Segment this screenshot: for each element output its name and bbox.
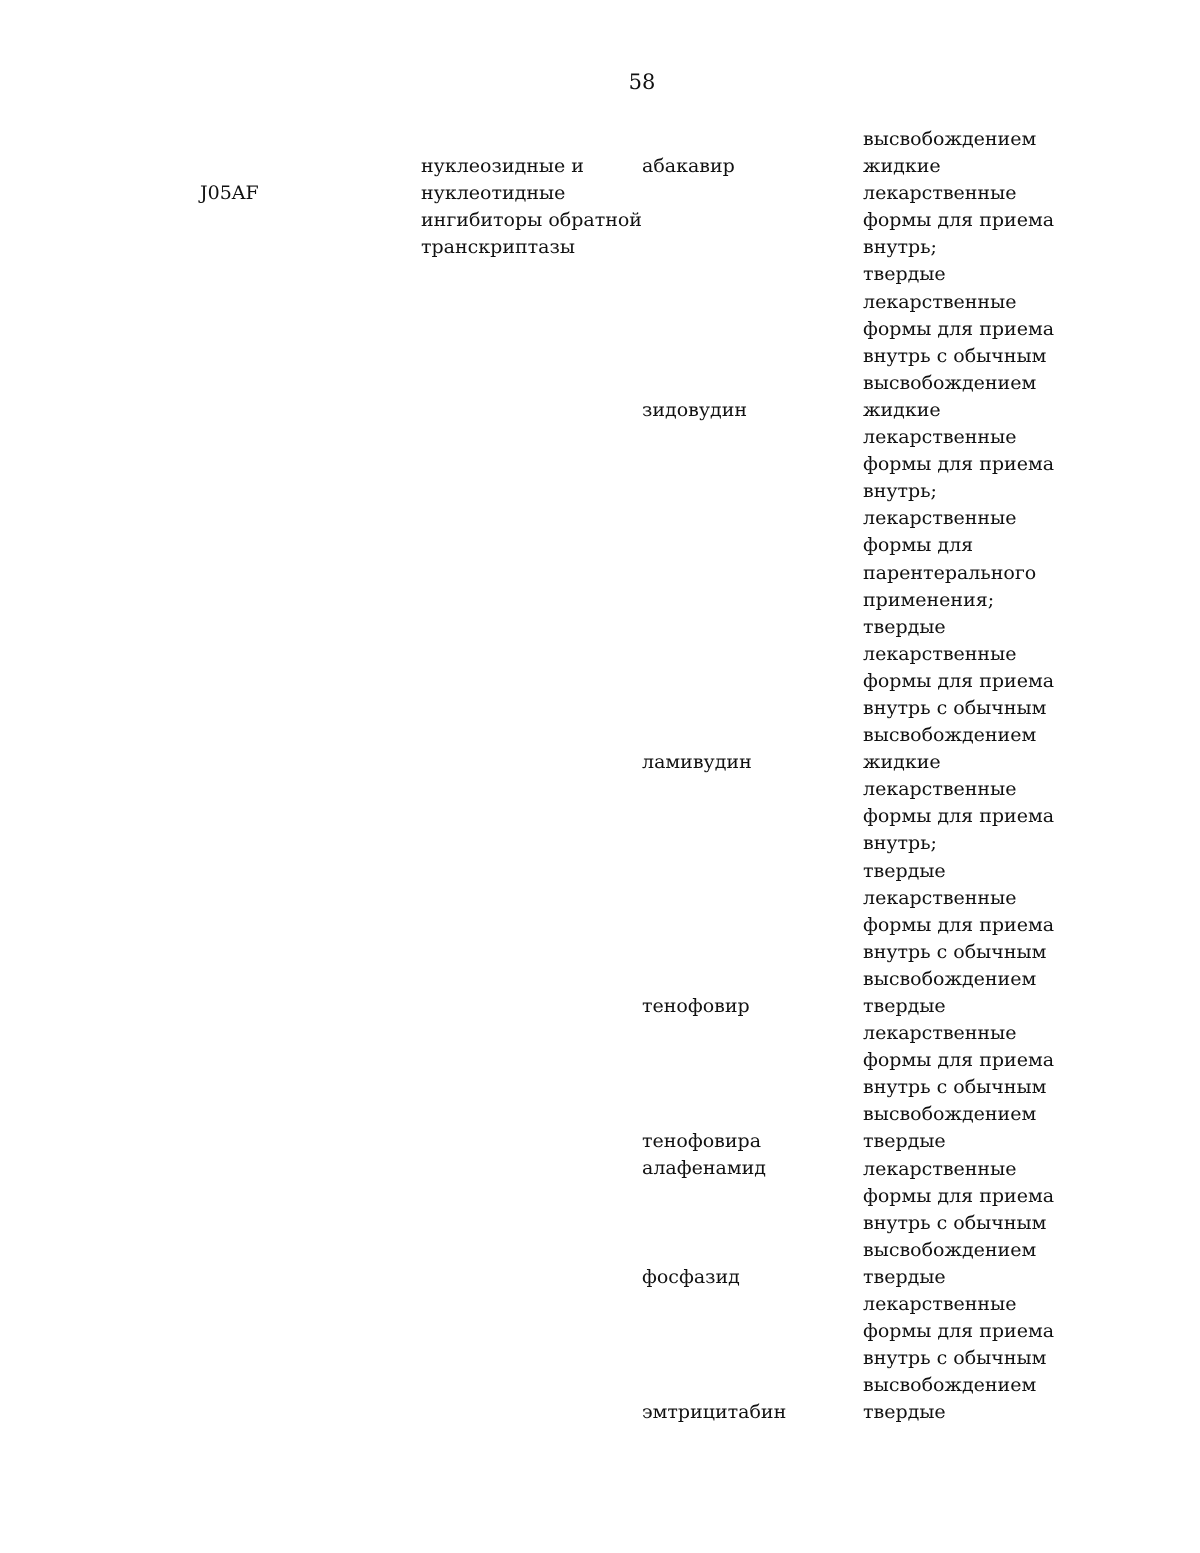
row-spacer bbox=[642, 559, 786, 586]
row-spacer bbox=[642, 939, 786, 966]
row-spacer bbox=[642, 722, 786, 749]
dosage-form-line: твердые bbox=[863, 859, 946, 882]
dosage-form-line: лекарственные bbox=[863, 290, 1017, 313]
row-spacer bbox=[642, 1345, 786, 1372]
row-spacer bbox=[642, 478, 786, 505]
dosage-form-line: лекарственные bbox=[863, 182, 1017, 205]
row-spacer bbox=[642, 1020, 786, 1047]
dosage-form-line: твердые bbox=[863, 1401, 946, 1424]
drug-name: абакавир bbox=[642, 155, 735, 177]
group-line: нуклеозидные и bbox=[421, 155, 584, 177]
dosage-form-line: формы для приема bbox=[863, 1049, 1055, 1072]
atc-code: J05AF bbox=[200, 182, 259, 204]
dosage-form-line: внутрь; bbox=[863, 480, 937, 503]
dosage-form-line: формы для приема bbox=[863, 453, 1055, 476]
dosage-form-line: лекарственные bbox=[863, 426, 1017, 449]
row-spacer bbox=[642, 803, 786, 830]
group-line: транскриптазы bbox=[421, 236, 575, 259]
dosage-form-line: внутрь с обычным bbox=[863, 344, 1047, 367]
group-line: нуклеотидные bbox=[421, 182, 566, 205]
dosage-form-line: внутрь; bbox=[863, 832, 937, 855]
row-spacer bbox=[642, 370, 786, 397]
row-spacer bbox=[642, 1074, 786, 1101]
dosage-form-line: высвобождением bbox=[863, 1238, 1037, 1261]
dosage-form-line: формы для bbox=[863, 534, 974, 557]
dosage-form-line: внутрь; bbox=[863, 236, 937, 259]
row-spacer bbox=[642, 343, 786, 370]
dosage-form-line: формы для приема bbox=[863, 317, 1055, 340]
row-spacer bbox=[642, 207, 786, 234]
row-spacer bbox=[642, 451, 786, 478]
row-spacer bbox=[642, 1183, 786, 1210]
dosage-form-line: парентерального bbox=[863, 561, 1037, 584]
row-spacer bbox=[642, 641, 786, 668]
group-line: ингибиторы обратной bbox=[421, 209, 642, 232]
dosage-form-line: внутрь с обычным bbox=[863, 1347, 1047, 1370]
drug-name: тенофовир bbox=[642, 994, 750, 1017]
dosage-form-line: высвобождением bbox=[863, 128, 1037, 150]
dosage-form-line: формы для приема bbox=[863, 805, 1055, 828]
dosage-form-line: формы для приема bbox=[863, 209, 1055, 232]
dosage-form-line: формы для приема bbox=[863, 1320, 1055, 1343]
row-spacer bbox=[642, 966, 786, 993]
page-number: 58 bbox=[628, 70, 656, 94]
drug-name: тенофовира bbox=[642, 1130, 762, 1153]
row-spacer bbox=[642, 587, 786, 614]
dosage-form-line: высвобождением bbox=[863, 1103, 1037, 1126]
row-spacer bbox=[642, 695, 786, 722]
dosage-form-line: высвобождением bbox=[863, 724, 1037, 747]
row-spacer bbox=[642, 1291, 786, 1318]
dosage-form-line: лекарственные bbox=[863, 886, 1017, 909]
dosage-form-line: внутрь с обычным bbox=[863, 1076, 1047, 1099]
row-spacer bbox=[642, 1237, 786, 1264]
dosage-form-line: твердые bbox=[863, 1265, 946, 1288]
pharmacological-group-column bbox=[421, 153, 642, 261]
dosage-form-line: жидкие bbox=[863, 155, 941, 178]
dosage-form-line: лекарственные bbox=[863, 1293, 1017, 1316]
dosage-form-line: лекарственные bbox=[863, 1157, 1017, 1180]
dosage-form-line: внутрь с обычным bbox=[863, 696, 1047, 719]
row-spacer bbox=[642, 912, 786, 939]
dosage-form-line: высвобождением bbox=[863, 1374, 1037, 1397]
row-spacer bbox=[642, 234, 786, 261]
drug-name: зидовудин bbox=[642, 398, 748, 421]
row-spacer bbox=[642, 505, 786, 532]
dosage-form-line: лекарственные bbox=[863, 778, 1017, 801]
row-spacer bbox=[642, 1318, 786, 1345]
dosage-form-line: высвобождением bbox=[863, 371, 1037, 394]
dosage-form-line: твердые bbox=[863, 615, 946, 638]
row-spacer bbox=[642, 288, 786, 315]
dosage-form-line: твердые bbox=[863, 995, 946, 1017]
row-spacer bbox=[642, 830, 786, 857]
dosage-form-line: твердые bbox=[863, 1130, 946, 1153]
row-spacer bbox=[642, 614, 786, 641]
dosage-form-line: внутрь с обычным bbox=[863, 1211, 1047, 1234]
row-spacer bbox=[642, 424, 786, 451]
row-spacer bbox=[642, 180, 786, 207]
row-spacer bbox=[642, 776, 786, 803]
row-spacer bbox=[642, 885, 786, 912]
row-spacer bbox=[642, 1101, 786, 1128]
row-spacer bbox=[642, 316, 786, 343]
dosage-form-line: формы для приема bbox=[863, 1184, 1055, 1207]
row-spacer bbox=[642, 1047, 786, 1074]
dosage-form-line: лекарственные bbox=[863, 507, 1017, 530]
dosage-form-line: применения; bbox=[863, 588, 995, 611]
row-spacer bbox=[642, 1210, 786, 1237]
drug-name: ламивудин bbox=[642, 751, 752, 774]
dosage-form-column bbox=[863, 126, 1054, 1427]
dosage-form-line: формы для приема bbox=[863, 913, 1055, 936]
row-spacer bbox=[642, 857, 786, 884]
dosage-form-line: лекарственные bbox=[863, 1022, 1017, 1045]
row-spacer bbox=[642, 1372, 786, 1399]
dosage-form-line: жидкие bbox=[863, 751, 941, 774]
drug-name: фосфазид bbox=[642, 1265, 740, 1288]
row-spacer bbox=[642, 261, 786, 288]
dosage-form-line: высвобождением bbox=[863, 967, 1037, 990]
dosage-form-line: лекарственные bbox=[863, 642, 1017, 665]
row-spacer bbox=[642, 668, 786, 695]
atc-code-column bbox=[200, 180, 259, 207]
row-spacer bbox=[642, 532, 786, 559]
dosage-form-line: твердые bbox=[863, 263, 946, 286]
dosage-form-line: внутрь с обычным bbox=[863, 940, 1047, 963]
drug-name: эмтрицитабин bbox=[642, 1401, 787, 1424]
dosage-form-line: формы для приема bbox=[863, 669, 1055, 692]
drug-name-column bbox=[642, 153, 786, 1426]
dosage-form-line: жидкие bbox=[863, 398, 941, 421]
drug-name: алафенамид bbox=[642, 1157, 766, 1180]
